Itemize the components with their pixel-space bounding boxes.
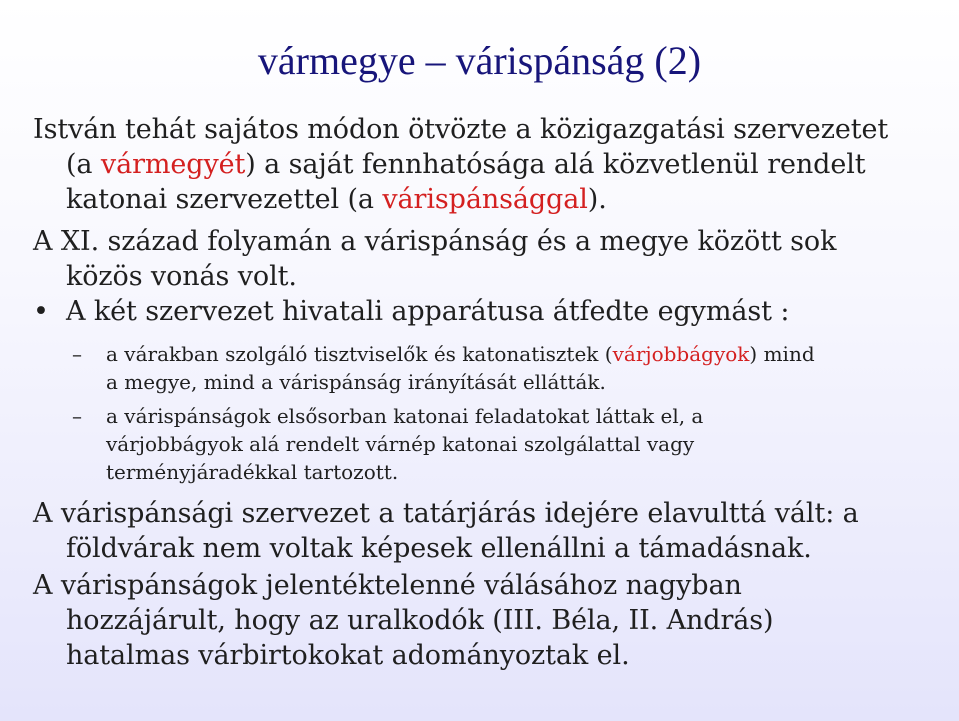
highlighted-term: várispánsággal — [382, 184, 588, 215]
text-line — [33, 638, 933, 673]
text-segment: (a — [66, 149, 101, 180]
text-segment: a várispánságok elsősorban katonai feladatokat láttak el, a — [106, 404, 704, 428]
bullet-apparatus — [33, 294, 959, 329]
text-line — [33, 182, 933, 217]
paragraph-jelentektelenne — [33, 568, 933, 673]
text-segment: a megye, mind a várispánság irányítását ellátták. — [106, 370, 606, 394]
text-line — [106, 368, 936, 396]
text-segment: ). — [587, 184, 607, 215]
slide-title: vármegye – várispánság (2) — [257, 38, 702, 83]
paragraph-xi-szazad — [33, 224, 933, 294]
text-segment: ) a saját fennhatósága alá közvetlenül rendelt — [245, 149, 866, 180]
text-line — [33, 603, 933, 638]
text-segment: hozzájárult, hogy az uralkodók (III. Béla, II. András) — [66, 605, 774, 636]
dash-marker: – — [72, 404, 82, 428]
highlighted-term: várjobbágyok — [612, 342, 750, 366]
text-segment: terményjáradékkal tartozott. — [106, 460, 399, 484]
text-line — [33, 224, 933, 259]
dash-marker: – — [72, 342, 82, 366]
text-segment: István tehát sajátos módon ötvözte a közigazgatási szervezetet — [33, 114, 889, 145]
text-segment: hatalmas várbirtokokat adományoztak el. — [66, 640, 630, 671]
text-line — [66, 294, 959, 329]
text-segment: a várakban szolgáló tisztviselők és katonatisztek ( — [106, 342, 613, 366]
text-line — [33, 147, 933, 182]
bullet-marker: • — [33, 296, 49, 327]
text-segment: ) mind — [749, 342, 815, 366]
text-segment: A két szervezet hivatali apparátusa átfedte egymást : — [66, 296, 790, 327]
text-line — [106, 430, 936, 458]
text-segment: A XI. század folyamán a várispánság és a megye között sok — [33, 226, 837, 257]
text-segment: földvárak nem voltak képesek ellenállni a támadásnak. — [66, 533, 812, 564]
text-segment: közös vonás volt. — [66, 261, 297, 292]
sub-bullet-varispansagok — [72, 402, 936, 486]
text-line — [33, 496, 933, 531]
text-line — [33, 531, 933, 566]
paragraph-tatarjaras — [33, 496, 933, 566]
highlighted-term: vármegyét — [100, 149, 246, 180]
text-line — [106, 340, 936, 368]
text-line — [33, 568, 933, 603]
text-line — [33, 259, 933, 294]
text-segment: A várispánsági szervezet a tatárjárás idejére elavulttá vált: a — [33, 498, 859, 529]
text-segment: A várispánságok jelentéktelenné válásához nagyban — [33, 570, 742, 601]
paragraph-istvan — [33, 112, 933, 217]
text-line — [106, 458, 936, 486]
text-segment: várjobbágyok alá rendelt várnép katonai szolgálattal vagy — [106, 432, 695, 456]
text-line — [33, 112, 933, 147]
text-line — [106, 402, 936, 430]
text-segment: katonai szervezettel (a — [66, 184, 383, 215]
sub-bullet-varjobbagyok — [72, 340, 936, 396]
